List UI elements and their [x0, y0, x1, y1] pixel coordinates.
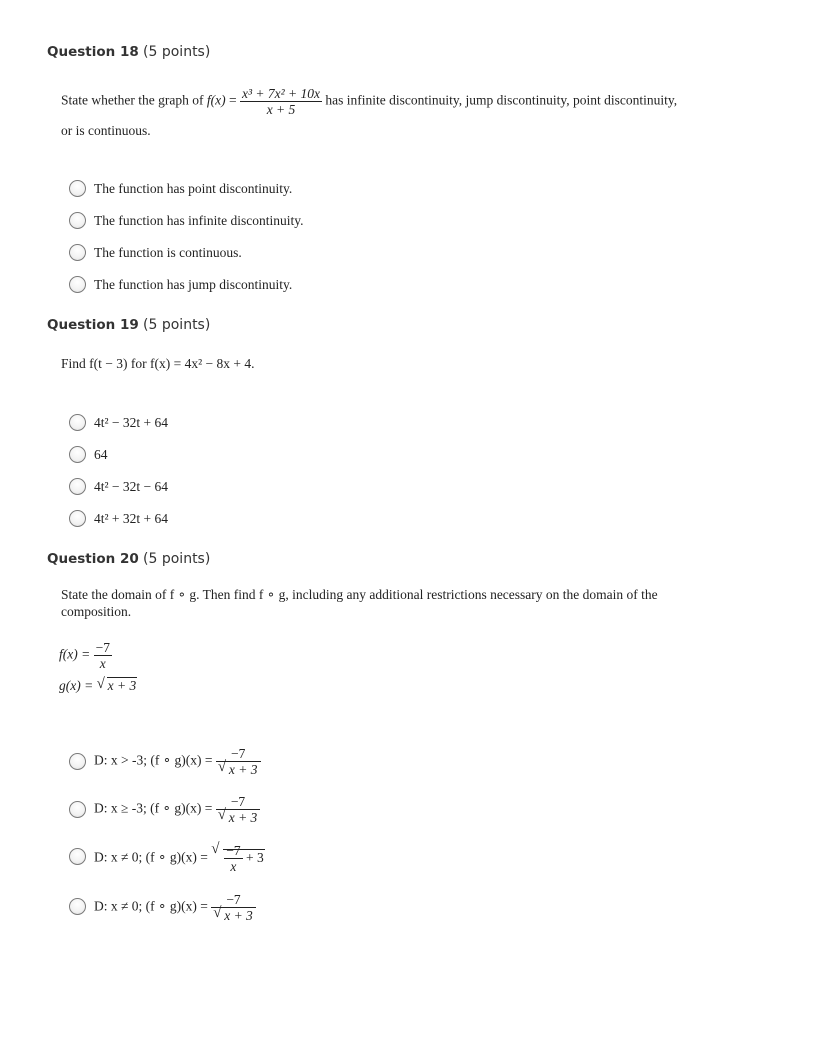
- fraction-numerator: x³ + 7x² + 10x: [241, 86, 321, 101]
- option-label: The function has point discontinuity.: [94, 181, 293, 196]
- radio-q20-option-4[interactable]: [69, 898, 86, 915]
- option-q20-1: D: x > -3; (f ∘ g)(x) = −7 √ x + 3: [94, 746, 261, 777]
- question-18-prompt: State whether the graph of f(x) = $\frac{\text{x³ + 7x² + 10x}}{x + 5}$ has infinite discontinuity, jump discontinuity, point discontinuity,: [61, 86, 678, 117]
- f-definition: f(x) = $\frac{-7}{x}$: [59, 640, 110, 671]
- radio-q18-option-4[interactable]: [69, 276, 86, 293]
- question-20-prompt-line2: composition.: [61, 604, 132, 619]
- question-19-prompt: Find f(t − 3) for f(x) = 4x² − 8x + 4.: [61, 356, 255, 371]
- option-label: The function has infinite discontinuity.: [94, 213, 304, 228]
- option-label: The function has jump discontinuity.: [94, 277, 293, 292]
- question-18-header: [47, 44, 210, 60]
- sqrt-symbol: √ x + 3: [97, 678, 138, 694]
- question-label: Question 20: [47, 551, 139, 567]
- rational-function-fraction: [240, 86, 322, 117]
- option-q20-4: D: x ≠ 0; (f ∘ g)(x) = −7 √ x + 3: [94, 892, 256, 923]
- question-19-header: [47, 317, 210, 333]
- option-label: 4t² − 32t + 64: [94, 415, 169, 430]
- radio-q20-option-1[interactable]: [69, 753, 86, 770]
- prompt-text-after: has infinite discontinuity, jump discontinuity, point discontinuity,: [325, 92, 678, 108]
- option-label: The function is continuous.: [94, 245, 242, 260]
- question-20-prompt: State the domain of f ∘ g. Then find f ∘ g, including any additional restrictions necessary on the domain of the: [61, 587, 658, 602]
- question-points: (5 points): [143, 551, 211, 567]
- radio-q19-option-4[interactable]: [69, 510, 86, 527]
- radio-q18-option-2[interactable]: [69, 212, 86, 229]
- option-label: 4t² + 32t + 64: [94, 511, 169, 526]
- fraction-denominator: x + 5: [266, 102, 296, 117]
- radio-q19-option-3[interactable]: [69, 478, 86, 495]
- radio-q18-option-3[interactable]: [69, 244, 86, 261]
- fx-symbol: f(x): [206, 92, 226, 108]
- radio-q19-option-2[interactable]: [69, 446, 86, 463]
- g-definition: g(x) = √ x + 3: [59, 678, 137, 694]
- radio-q20-option-2[interactable]: [69, 801, 86, 818]
- f-fraction: $\frac{-7}{x}$: [95, 640, 110, 671]
- question-20-header: [47, 551, 210, 567]
- option-label: 64: [94, 447, 108, 462]
- option-q20-2: D: x ≥ -3; (f ∘ g)(x) = −7 √ x + 3: [94, 794, 260, 825]
- question-label: Question 19: [47, 317, 139, 333]
- prompt-text: State whether the graph of: [61, 92, 204, 108]
- question-label: Question 18: [47, 44, 139, 60]
- question-points: (5 points): [143, 44, 211, 60]
- radio-q18-option-1[interactable]: [69, 180, 86, 197]
- question-points: (5 points): [143, 317, 211, 333]
- option-q20-3: D: x ≠ 0; (f ∘ g)(x) = √ $\frac{-7}{x}$ + 3: [94, 843, 265, 874]
- radio-q20-option-3[interactable]: [69, 848, 86, 865]
- option-label: 4t² − 32t − 64: [94, 479, 169, 494]
- question-18-prompt-line2: or is continuous.: [61, 123, 151, 138]
- radio-q19-option-1[interactable]: [69, 414, 86, 431]
